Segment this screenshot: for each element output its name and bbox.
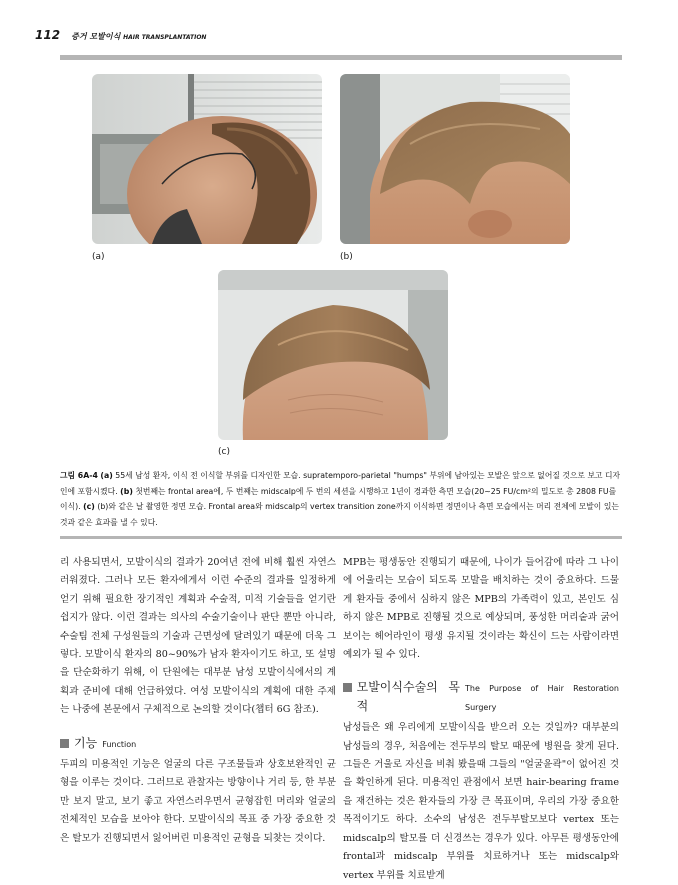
running-title-ko: 증거 모발이식	[71, 32, 121, 41]
section-title-en: The Purpose of Hair Restoration Surgery	[465, 684, 619, 712]
figure-caption-b: 첫번째는 frontal area에, 두 번째는 midscalp에 두 번의 세션을 시행하고 1년이 경과한 측면 모습(20~25 FU/cm²의 밀도로 총 2808 FU를 이식).	[60, 486, 617, 511]
section-bullet-icon	[60, 739, 69, 748]
right-column	[343, 554, 619, 885]
right-paragraph-2: 남성들은 왜 우리에게 모발이식을 받으러 오는 것일까? 대부분의 남성들의 경우, 처음에는 전두부의 탈모 때문에 병원을 찾게 된다. 그들은 거울로 자신을 비춰 봤을때 그들의 "얼굴윤곽"이 없어진 것을 확인하게 된다. 미용적인 관점에서 보면 hair-bearing frame을 재건하는 것은 환자들의 가장 큰 목표이며, 우리의 가장 중요한 목적이기도 하다. 소수의 남성은 전두부탈모보다 vertex 또는 midscalp의 탈모를 더 신경쓰는 경우가 있다. 아무튼 평생동안에 frontal과 midscalp 부위를 치료하거나 또는 midscalp와 vertex 부위를 치료받게	[343, 722, 619, 881]
photo-b	[340, 74, 570, 244]
section-title-ko: 기능	[74, 735, 98, 750]
label-c: (c)	[218, 447, 230, 457]
left-paragraph-1: 리 사용되면서, 모발이식의 결과가 20여년 전에 비해 훨씬 자연스러워졌다. 그러나 모든 환자에게서 이런 수준의 결과를 일정하게 얻기 위해 필요한 장기적인 계획과 수술적, 미적 기술들을 얻기란 쉽지가 않다. 이런 결과는 의사의 수술기술이나 판단 뿐만 아니라, 수술팀 전체 구성원들의 기술과 근면성에 달려있기 때문에 더욱 그렇다. 모발이식 환자의 80~90%가 남자 환자이기도 하고, 또 설명을 단순화하기 위해, 이 단원에는 대부분 남성 모발이식에서의 계획과 준비에 대해 언급하였다. 여성 모발이식의 계획에 대한 주제는 나중에 본문에서 구체적으로 논의할 것이다(챕터 6G 참조).	[60, 557, 336, 716]
figure-caption-b-tag: (b)	[120, 486, 133, 496]
left-paragraph-2: 두피의 미용적인 기능은 얼굴의 다른 구조물들과 상호보완적인 균형을 이루는 것이다. 그러므로 관찰자는 방향이나 거리 등, 한 부분만 보지 말고, 보기 좋고 자연스러우면서 균형잡힌 머리와 얼굴의 전체적인 모습을 보아야 한다. 모발이식의 목표 중 가장 중요한 것은 탈모가 진행되면서 잃어버린 미용적인 균형을 되찾는 것이다.	[60, 759, 336, 844]
photo-c-image	[218, 270, 448, 440]
left-column	[60, 554, 336, 848]
photo-a-image	[92, 74, 322, 244]
section-title-en: Function	[102, 739, 137, 749]
running-title-en: HAIR TRANSPLANTATION	[123, 34, 207, 41]
label-b: (b)	[340, 252, 353, 262]
figure-caption-label: 그림 6A-4	[60, 471, 98, 480]
figure-caption-a: 55세 남성 환자, 이식 전 이식할 부위를 디자인한 모습. supratemporo-parietal "humps" 부위에 남아있는 모발은 앞으로 없어질 것으로 보고 디자인에 포함시켰다.	[60, 471, 621, 496]
running-header	[35, 24, 206, 43]
photo-c	[218, 270, 448, 440]
photo-a	[92, 74, 322, 244]
figure-caption	[60, 468, 622, 530]
mid-rule	[60, 536, 622, 539]
section-heading-purpose	[343, 678, 619, 717]
page-number: 112	[35, 28, 61, 42]
label-a: (a)	[92, 252, 105, 262]
photo-b-image	[340, 74, 570, 244]
figure-caption-a-tag: (a)	[100, 471, 113, 480]
top-rule	[60, 55, 622, 60]
section-heading-function	[60, 734, 336, 754]
right-paragraph-1: MPB는 평생동안 진행되기 때문에, 나이가 들어감에 따라 그 나이에 어울리는 모습이 되도록 모발을 배치하는 것이 중요하다. 드물게 환자들 중에서 심하지 않은 MPB의 가족력이 있고, 본인도 심하지 않은 MPB로 진행될 것으로 예상되며, 풍성한 머리숱과 굵어 보이는 헤어라인이 평생 유지될 것이라는 확신이 드는 사람이라면 예외가 될 수 있다.	[343, 557, 619, 661]
figure-caption-c: (b)와 같은 날 촬영한 정면 모습. Frontal area와 midscalp의 vertex transition zone까지 이식하면 정면이나 측면 모습에서는 머리 전체에 모발이 있는 것과 같은 효과를 낼 수 있다.	[60, 502, 619, 527]
section-title-ko: 모발이식수술의 목적	[356, 680, 461, 713]
figure-caption-c-tag: (c)	[83, 502, 95, 511]
running-title	[71, 32, 206, 41]
section-bullet-icon	[343, 683, 352, 692]
